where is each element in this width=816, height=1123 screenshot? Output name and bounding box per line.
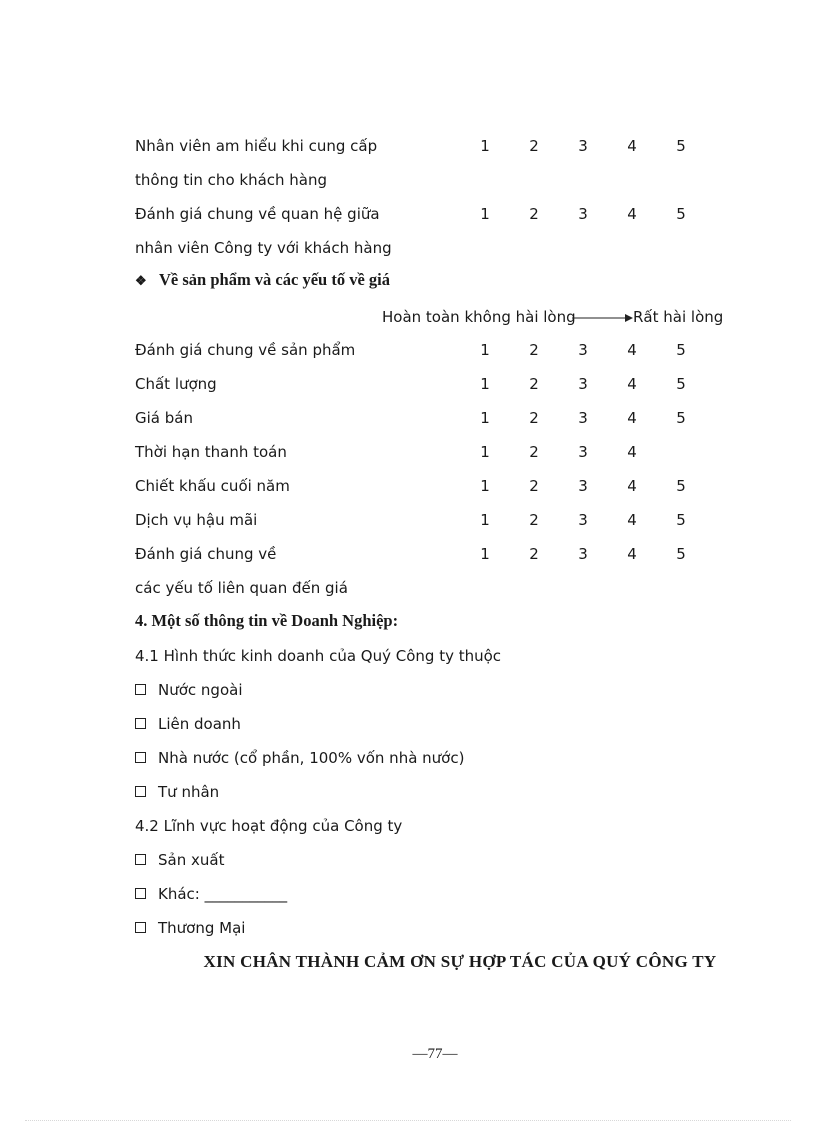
rating-score-1[interactable]: 1: [480, 511, 490, 529]
business-type-option[interactable]: [135, 782, 219, 802]
section-heading-text: Về sản phẩm và các yếu tố về giá: [159, 270, 390, 289]
rating-score-5[interactable]: 5: [676, 205, 686, 223]
scale-right-label: Rất hài lòng: [633, 308, 724, 326]
checkbox-icon[interactable]: [135, 888, 146, 899]
rating-score-3[interactable]: 3: [578, 477, 588, 495]
rating-score-1[interactable]: 1: [480, 477, 490, 495]
rating-row-label: Đánh giá chung về: [135, 545, 277, 563]
rating-score-2[interactable]: 2: [529, 443, 539, 461]
rating-score-2[interactable]: 2: [529, 205, 539, 223]
field-of-activity-option-label: Sản xuất: [158, 851, 225, 869]
rating-score-1[interactable]: 1: [480, 409, 490, 427]
rating-row-label: Chiết khấu cuối năm: [135, 477, 290, 495]
rating-score-3[interactable]: 3: [578, 137, 588, 155]
checkbox-icon[interactable]: [135, 684, 146, 695]
rating-score-1[interactable]: 1: [480, 137, 490, 155]
checkbox-icon[interactable]: [135, 922, 146, 933]
field-of-activity-option-label: Thương Mại: [158, 919, 246, 937]
rating-score-4[interactable]: 4: [627, 409, 637, 427]
rating-score-1[interactable]: 1: [480, 341, 490, 359]
rating-score-5[interactable]: 5: [676, 477, 686, 495]
question-4-2-label: 4.2 Lĩnh vực hoạt động của Công ty: [135, 817, 403, 835]
section-heading: [135, 270, 390, 291]
rating-row-label: Dịch vụ hậu mãi: [135, 511, 258, 529]
business-type-option-label: Nhà nước (cổ phần, 100% vốn nhà nước): [158, 749, 465, 767]
field-of-activity-option[interactable]: [135, 850, 224, 870]
rating-score-2[interactable]: 2: [529, 341, 539, 359]
rating-score-3[interactable]: 3: [578, 511, 588, 529]
rating-row-label: Giá bán: [135, 409, 193, 427]
rating-row-label: Nhân viên am hiểu khi cung cấp: [135, 137, 378, 155]
rating-row-label: Thời hạn thanh toán: [135, 443, 287, 461]
rating-score-4[interactable]: 4: [627, 341, 637, 359]
bottom-divider: [25, 1120, 791, 1121]
rating-score-4[interactable]: 4: [627, 477, 637, 495]
rating-row-label: các yếu tố liên quan đến giá: [135, 579, 348, 597]
rating-score-3[interactable]: 3: [578, 375, 588, 393]
rating-score-5[interactable]: 5: [676, 137, 686, 155]
section-4-heading: 4. Một số thông tin về Doanh Nghiệp:: [135, 611, 399, 630]
rating-score-3[interactable]: 3: [578, 443, 588, 461]
rating-score-2[interactable]: 2: [529, 409, 539, 427]
rating-row-label: Đánh giá chung về sản phẩm: [135, 341, 356, 359]
rating-score-1[interactable]: 1: [480, 545, 490, 563]
rating-row-label: nhân viên Công ty với khách hàng: [135, 239, 392, 257]
rating-score-2[interactable]: 2: [529, 511, 539, 529]
checkbox-icon[interactable]: [135, 718, 146, 729]
rating-row-label: Đánh giá chung về quan hệ giữa: [135, 205, 380, 223]
closing-thanks: XIN CHÂN THÀNH CẢM ƠN SỰ HỢP TÁC CỦA QUÝ CÔNG TY: [203, 952, 717, 971]
rating-score-3[interactable]: 3: [578, 409, 588, 427]
rating-score-4[interactable]: 4: [627, 205, 637, 223]
page-number: —77—: [412, 1046, 458, 1062]
rating-row-label: thông tin cho khách hàng: [135, 171, 328, 189]
checkbox-icon[interactable]: [135, 786, 146, 797]
business-type-option[interactable]: [135, 680, 243, 700]
business-type-option[interactable]: [135, 748, 464, 768]
rating-score-4[interactable]: 4: [627, 511, 637, 529]
rating-score-1[interactable]: 1: [480, 443, 490, 461]
rating-score-1[interactable]: 1: [480, 375, 490, 393]
rating-score-5[interactable]: 5: [676, 341, 686, 359]
diamond-bullet-icon: ❖: [135, 273, 147, 288]
checkbox-icon[interactable]: [135, 752, 146, 763]
rating-score-1[interactable]: 1: [480, 205, 490, 223]
field-of-activity-option[interactable]: [135, 918, 245, 938]
rating-score-2[interactable]: 2: [529, 137, 539, 155]
rating-score-2[interactable]: 2: [529, 545, 539, 563]
rating-score-3[interactable]: 3: [578, 545, 588, 563]
rating-score-5[interactable]: 5: [676, 409, 686, 427]
rating-scale-legend: [382, 307, 732, 327]
business-type-option[interactable]: [135, 714, 241, 734]
business-type-option-label: Tư nhân: [158, 783, 220, 801]
rating-score-5[interactable]: 5: [676, 545, 686, 563]
business-type-option-label: Nước ngoài: [158, 681, 243, 699]
rating-score-2[interactable]: 2: [529, 375, 539, 393]
field-of-activity-option-label: Khác: ___________: [158, 885, 288, 903]
rating-score-3[interactable]: 3: [578, 341, 588, 359]
business-type-option-label: Liên doanh: [158, 715, 241, 733]
rating-score-4[interactable]: 4: [627, 545, 637, 563]
question-4-1-label: 4.1 Hình thức kinh doanh của Quý Công ty thuộc: [135, 647, 502, 665]
rating-score-4[interactable]: 4: [627, 443, 637, 461]
field-of-activity-option[interactable]: [135, 884, 287, 904]
checkbox-icon[interactable]: [135, 854, 146, 865]
rating-score-5[interactable]: 5: [676, 375, 686, 393]
rating-row-label: Chất lượng: [135, 375, 217, 393]
rating-score-2[interactable]: 2: [529, 477, 539, 495]
rating-score-3[interactable]: 3: [578, 205, 588, 223]
rating-score-4[interactable]: 4: [627, 137, 637, 155]
scale-left-label: Hoàn toàn không hài lòng: [382, 308, 576, 326]
rating-score-5[interactable]: 5: [676, 511, 686, 529]
rating-score-4[interactable]: 4: [627, 375, 637, 393]
scale-arrow-icon: [572, 312, 634, 324]
